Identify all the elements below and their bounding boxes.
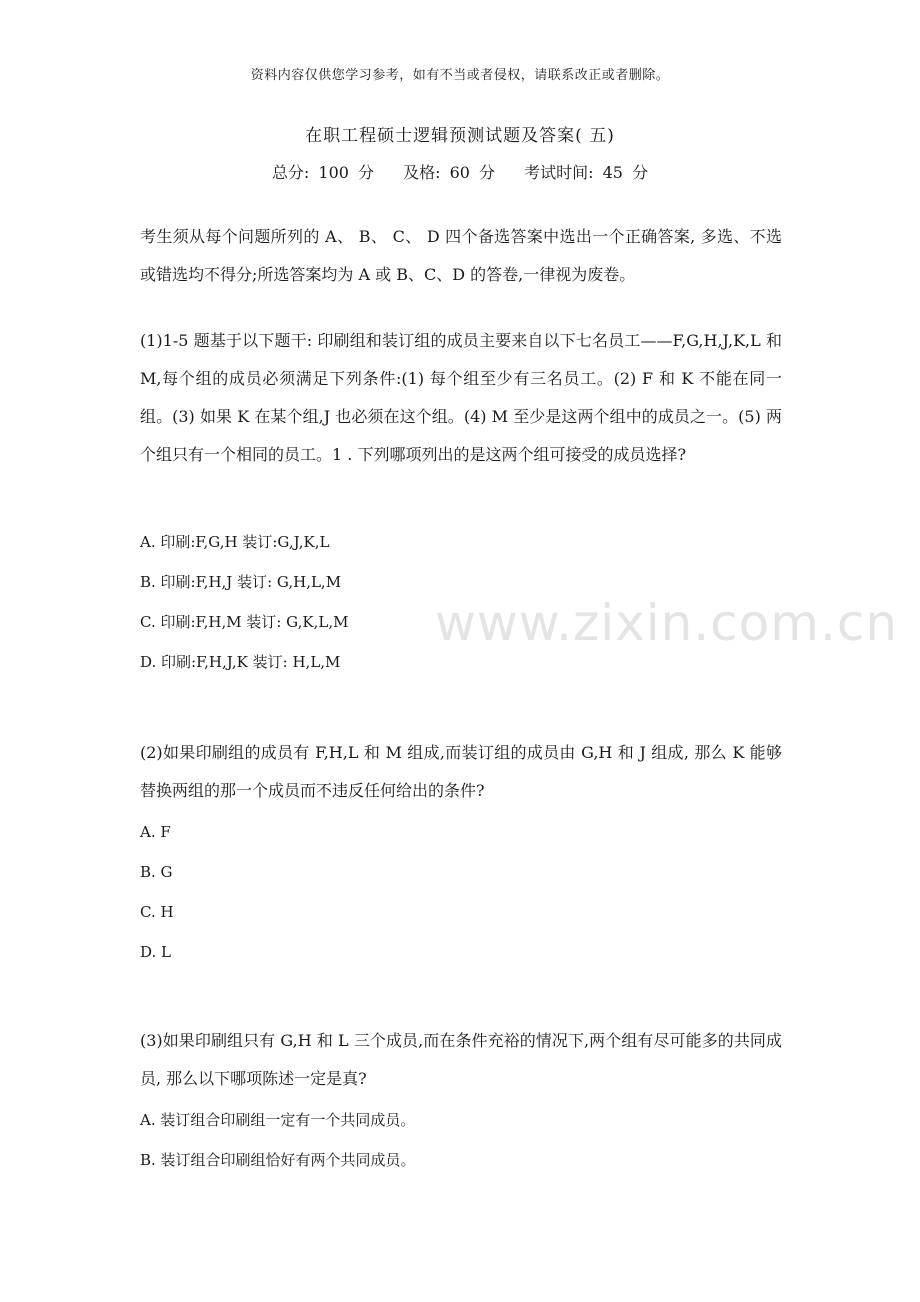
exam-meta <box>0 160 920 183</box>
question-3-stem: (3)如果印刷组只有 G,H 和 L 三个成员,而在条件充裕的情况下,两个组有尽可能多的共同成员, 那么以下哪项陈述一定是真? <box>140 1031 782 1088</box>
question-2-option-b: B. G <box>140 863 173 881</box>
question-2-option-d: D. L <box>140 943 171 961</box>
question-2-stem: (2)如果印刷组的成员有 F,H,L 和 M 组成,而装订组的成员由 G,H 和 J 组成, 那么 K 能够替换两组的那一个成员而不违反任何给出的条件? <box>140 743 782 800</box>
copyright-notice: 资料内容仅供您学习参考，如有不当或者侵权，请联系改正或者删除。 <box>250 68 670 83</box>
question-1-stem: (1)1-5 题基于以下题干: 印刷组和装订组的成员主要来自以下七名员工——F,G,H,J,K,L 和 M,每个组的成员必须满足下列条件:(1) 每个组至少有三名员工。(2) F 和 K 不能在同一组。(3) 如果 K 在某个组,J 也必须在这个组。(4) M 至少是这两个组中的成员之一。(5) 两个组只有一个相同的员工。1 . 下列哪项列出的是这两个组可接受的成员选择? <box>140 331 782 464</box>
question-1-option-b: B. 印刷:F,H,J 装订: G,H,L,M <box>140 573 342 591</box>
question-1-option-c: C. 印刷:F,H,M 装订: G,K,L,M <box>140 613 349 631</box>
exam-time: 考试时间: 45 分 <box>524 163 649 182</box>
page-title: 在职工程硕士逻辑预测试题及答案( 五) <box>305 126 615 146</box>
question-1-option-d: D. 印刷:F,H,J,K 装订: H,L,M <box>140 653 341 671</box>
question-3-option-a: A. 装订组合印刷组一定有一个共同成员。 <box>140 1111 416 1129</box>
pass-score: 及格: 60 分 <box>403 163 496 182</box>
instructions: 考生须从每个问题所列的 A、 B、 C、 D 四个备选答案中选出一个正确答案, 多选、不选或错选均不得分;所选答案均为 A 或 B、C、D 的答卷,一律视为废卷。 <box>140 227 782 284</box>
question-1-option-a: A. 印刷:F,G,H 装订:G,J,K,L <box>140 533 330 551</box>
total-score: 总分: 100 分 <box>271 163 375 182</box>
question-2-option-c: C. H <box>140 903 174 921</box>
question-3-option-b: B. 装订组合印刷组恰好有两个共同成员。 <box>140 1151 416 1169</box>
question-2-option-a: A. F <box>140 823 171 841</box>
watermark: www.zixin.com.cn <box>435 594 899 652</box>
